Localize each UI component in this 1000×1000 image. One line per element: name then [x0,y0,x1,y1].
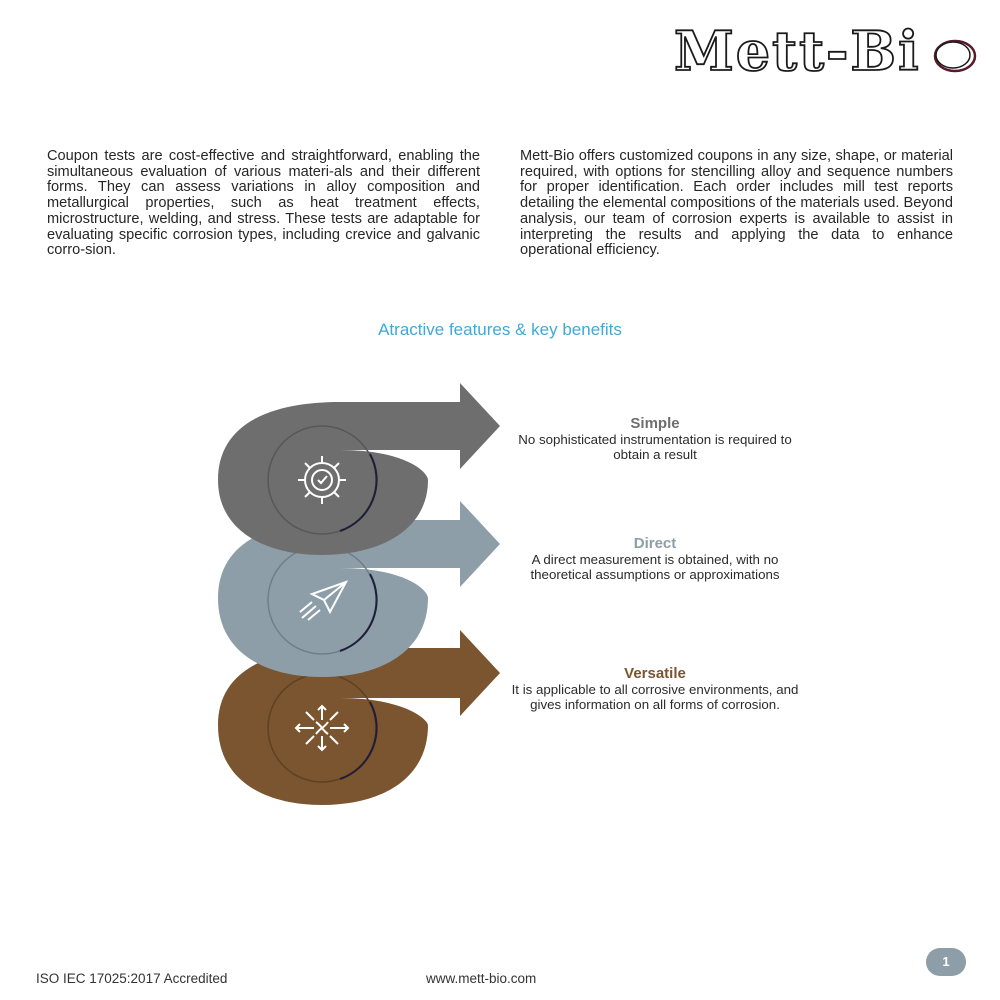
svg-text:Mett-Bi: Mett-Bi [674,22,921,78]
page-number-badge: 1 [926,948,966,976]
feature-description: A direct measurement is obtained, with no theoretical assumptions or approximations [530,552,780,582]
feature-title: Simple [630,415,680,432]
feature-simple [510,415,800,462]
feature-description: It is applicable to all corrosive environments, and gives information on all forms of corrosion. [511,682,799,712]
feature-description: No sophisticated instrumentation is required to obtain a result [518,432,792,462]
accreditation-text: ISO IEC 17025:2017 Accredited [36,971,228,986]
intro-right-paragraph: Mett-Bio offers customized coupons in any size, shape, or material required, with options for stencilling alloy and sequence numbers for proper identification. Each order includes mill test reports detailing the elemental compositions of the materials used. Beyond analysis, our team of corrosion experts is available to assist in interpreting the results and applying the data to enhance operational efficiency. [520,148,953,259]
intro-left-paragraph: Coupon tests are cost-effective and straightforward, enabling the simultaneous evaluation of various materi-als and their different forms. They can assess variations in alloy composition and metallurgical properties, such as heat treatment effects, microstructure, welding, and stress. These tests are adaptable for evaluating specific corrosion types, including crevice and galvanic corro-sion. [47,148,480,259]
features-graphic [200,380,520,820]
mett-bio-logo [672,22,980,78]
section-title: Atractive features & key benefits [378,320,622,339]
feature-title: Direct [633,535,677,552]
feature-direct [510,535,800,582]
website-link[interactable]: www.mett-bio.com [426,971,537,986]
feature-versatile [510,665,800,712]
feature-title: Versatile [624,665,686,682]
